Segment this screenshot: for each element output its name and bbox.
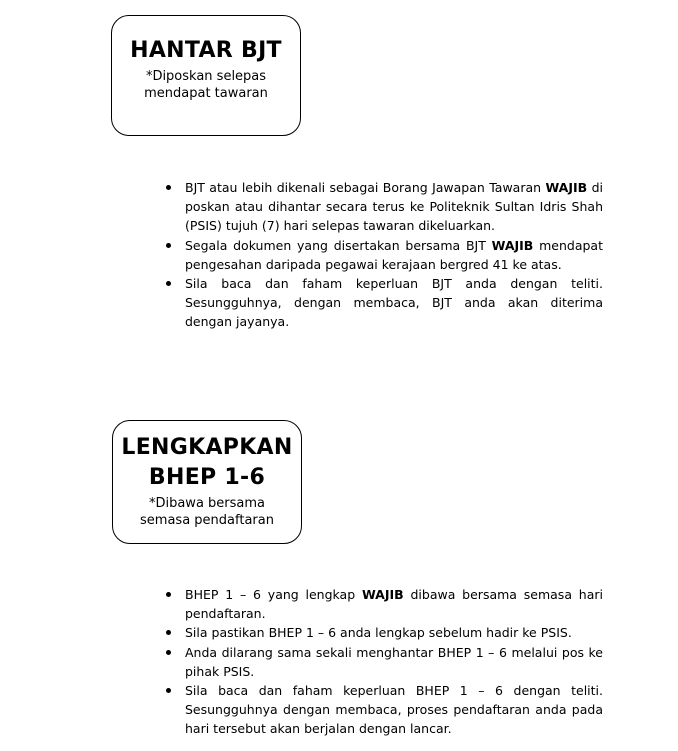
- step-note-line: *Dibawa bersama: [148, 496, 266, 511]
- item-text: Anda dilarang sama sekali menghantar BHEP 1 – 6 melalui pos ke pihak PSIS.: [185, 644, 603, 679]
- step-title: [113, 433, 301, 493]
- step-note-line: mendapat tawaran: [144, 86, 268, 101]
- list-item: [165, 236, 603, 274]
- step-title-line: BHEP 1-6: [148, 465, 266, 490]
- item-text: Segala dokumen yang disertakan bersama BJT: [185, 237, 492, 253]
- step-note-line: semasa pendaftaran: [140, 513, 274, 528]
- item-text: Sila baca dan faham keperluan BJT anda dengan teliti. Sesungguhnya, dengan membaca, BJT anda akan diterima dengan jayanya.: [185, 276, 603, 330]
- list-item: [165, 643, 603, 681]
- item-text: di poskan atau dihantar secara terus ke Politeknik Sultan Idris Shah (PSIS) tujuh (7) hari selepas tawaran dikeluarkan.: [185, 180, 603, 234]
- step-note: [113, 495, 301, 529]
- list-item: [165, 585, 603, 623]
- step-note: [112, 68, 300, 102]
- item-text: BHEP 1 – 6 yang lengkap: [185, 587, 362, 602]
- list-item: [165, 623, 603, 642]
- bhep-instructions-list: [165, 585, 603, 739]
- bjt-instructions-list: [165, 178, 603, 332]
- wajib-emphasis: WAJIB: [545, 180, 588, 195]
- item-text: Sila pastikan BHEP 1 – 6 anda lengkap sebelum hadir ke PSIS.: [185, 625, 572, 641]
- list-item: [165, 178, 603, 236]
- step-title-line: LENGKAPKAN: [121, 435, 293, 460]
- item-text: dibawa bersama semasa hari pendaftaran.: [185, 587, 603, 622]
- item-text: mendapat pengesahan daripada pegawai kerajaan bergred 41 ke atas.: [185, 237, 603, 272]
- step-title: HANTAR BJT: [130, 38, 282, 63]
- list-item: [165, 681, 603, 739]
- step-note-line: *Diposkan selepas: [145, 69, 267, 84]
- item-text: BJT atau lebih dikenali sebagai Borang Jawapan Tawaran: [185, 180, 546, 195]
- wajib-emphasis: WAJIB: [361, 587, 404, 602]
- step-box-hantar-bjt: [111, 15, 301, 136]
- wajib-emphasis: WAJIB: [491, 237, 534, 253]
- list-item: [165, 274, 603, 332]
- step-box-lengkapkan-bhep: [112, 420, 302, 544]
- item-text: Sila baca dan faham keperluan BHEP 1 – 6 dengan teliti. Sesungguhnya dengan membaca, proses pendaftaran anda pada hari tersebut akan berjalan dengan lancar.: [185, 683, 603, 737]
